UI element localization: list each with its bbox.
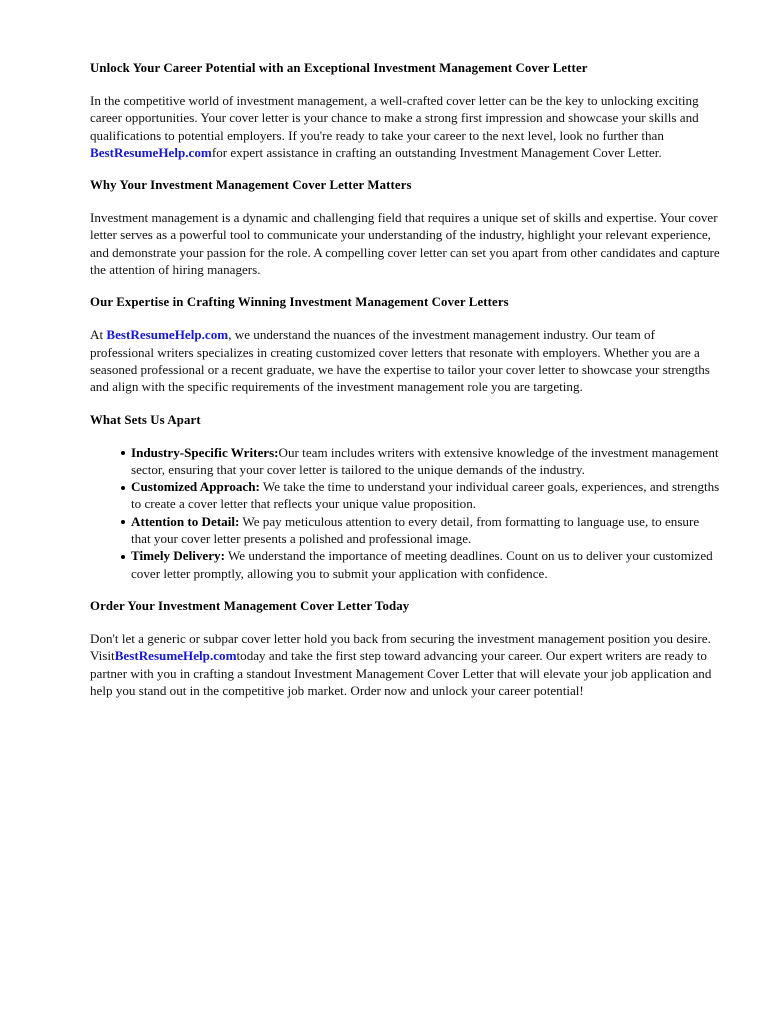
list-item: [90, 444, 722, 479]
list-item-text: We understand the importance of meeting deadlines. Count on us to deliver your customized cover letter promptly, allowing you to submit your application with confidence.: [131, 548, 713, 581]
spacer: [90, 76, 722, 92]
list-item: [90, 478, 722, 513]
paragraph-why-matters: Investment management is a dynamic and challenging field that requires a unique set of skills and expertise. Your cover letter serves as a powerful tool to communicate your understanding of the industry, highlight your relevant experience, and demonstrate your passion for the role. A compelling cover letter can set you apart from other candidates and capture the attention of hiring managers.: [90, 210, 720, 278]
brand-link[interactable]: BestResumeHelp.com: [90, 144, 212, 160]
heading-what-sets-us-apart: What Sets Us Apart: [90, 412, 201, 427]
expertise-text-part1: At: [90, 327, 107, 343]
list-item-lead: Attention to Detail:: [131, 513, 240, 529]
bullet-icon: [121, 486, 125, 490]
list-item-text: We pay meticulous attention to every detail, from formatting to language use, to ensure that your cover letter presents a polished and professional image.: [131, 513, 700, 547]
list-item-lead: Industry-Specific Writers:: [131, 444, 279, 460]
order-text-part1: Don't let a generic or subpar cover letter hold you back from securing the investment management position you desire. Visit: [90, 630, 711, 664]
brand-link[interactable]: BestResumeHelp.com: [106, 327, 229, 343]
spacer: [90, 278, 722, 294]
bullet-icon: [121, 520, 125, 524]
spacer: [90, 193, 722, 209]
spacer: [90, 614, 722, 630]
list-item-lead: Timely Delivery:: [131, 548, 225, 564]
intro-text-part1: In the competitive world of investment management, a well-crafted cover letter can be the key to unlocking exciting career opportunities. Your cover letter is your chance to make a strong first impression and showcase your skills and qualifications to potential employers. If you're ready to take your career to the next level, look no further than: [90, 93, 699, 143]
list-item: [90, 513, 722, 548]
spacer: [90, 310, 722, 326]
heading-why-matters: Why Your Investment Management Cover Letter Matters: [90, 178, 412, 193]
document-content: [90, 60, 722, 699]
feature-list: [90, 444, 722, 582]
order-text-part2: today and take the first step toward advancing your career. Our expert writers are ready to partner with you in crafting a standout Investment Management Cover Letter that will elevate your job application and help you stand out in the competitive job market. Order now and unlock your career potential!: [90, 648, 712, 698]
intro-paragraph: [90, 92, 722, 161]
spacer: [90, 396, 722, 412]
list-item-text: We take the time to understand your individual career goals, experiences, and strengths to create a cover letter that reflects your unique value proposition.: [131, 479, 720, 512]
expertise-text-part2: , we understand the nuances of the investment management industry. Our team of professional writers specializes in creating customized cover letters that resonate with employers. Whether you are a seasoned professional or a recent graduate, we have the expertise to tailor your cover letter to showcase your strengths and align with the specific requirements of the investment management role you are targeting.: [90, 327, 710, 395]
list-item-text: Our team includes writers with extensive knowledge of the investment management sector, ensuring that your cover letter is tailored to the unique demands of the industry.: [131, 444, 719, 477]
paragraph-our-expertise: [90, 326, 722, 395]
intro-text-part2: for expert assistance in crafting an outstanding Investment Management Cover Letter.: [211, 144, 662, 160]
bullet-icon: [121, 555, 125, 559]
heading-order-today: Order Your Investment Management Cover Letter Today: [90, 598, 410, 613]
bullet-icon: [121, 451, 125, 455]
paragraph-order-today: [90, 630, 722, 699]
heading-our-expertise: Our Expertise in Crafting Winning Investment Management Cover Letters: [90, 295, 509, 310]
spacer: [90, 161, 722, 177]
spacer: [90, 428, 722, 444]
spacer: [90, 582, 722, 598]
list-item-lead: Customized Approach:: [131, 479, 260, 495]
page-title: Unlock Your Career Potential with an Exceptional Investment Management Cover Letter: [90, 61, 588, 75]
list-item: [90, 547, 722, 582]
brand-link[interactable]: BestResumeHelp.com: [114, 648, 237, 664]
